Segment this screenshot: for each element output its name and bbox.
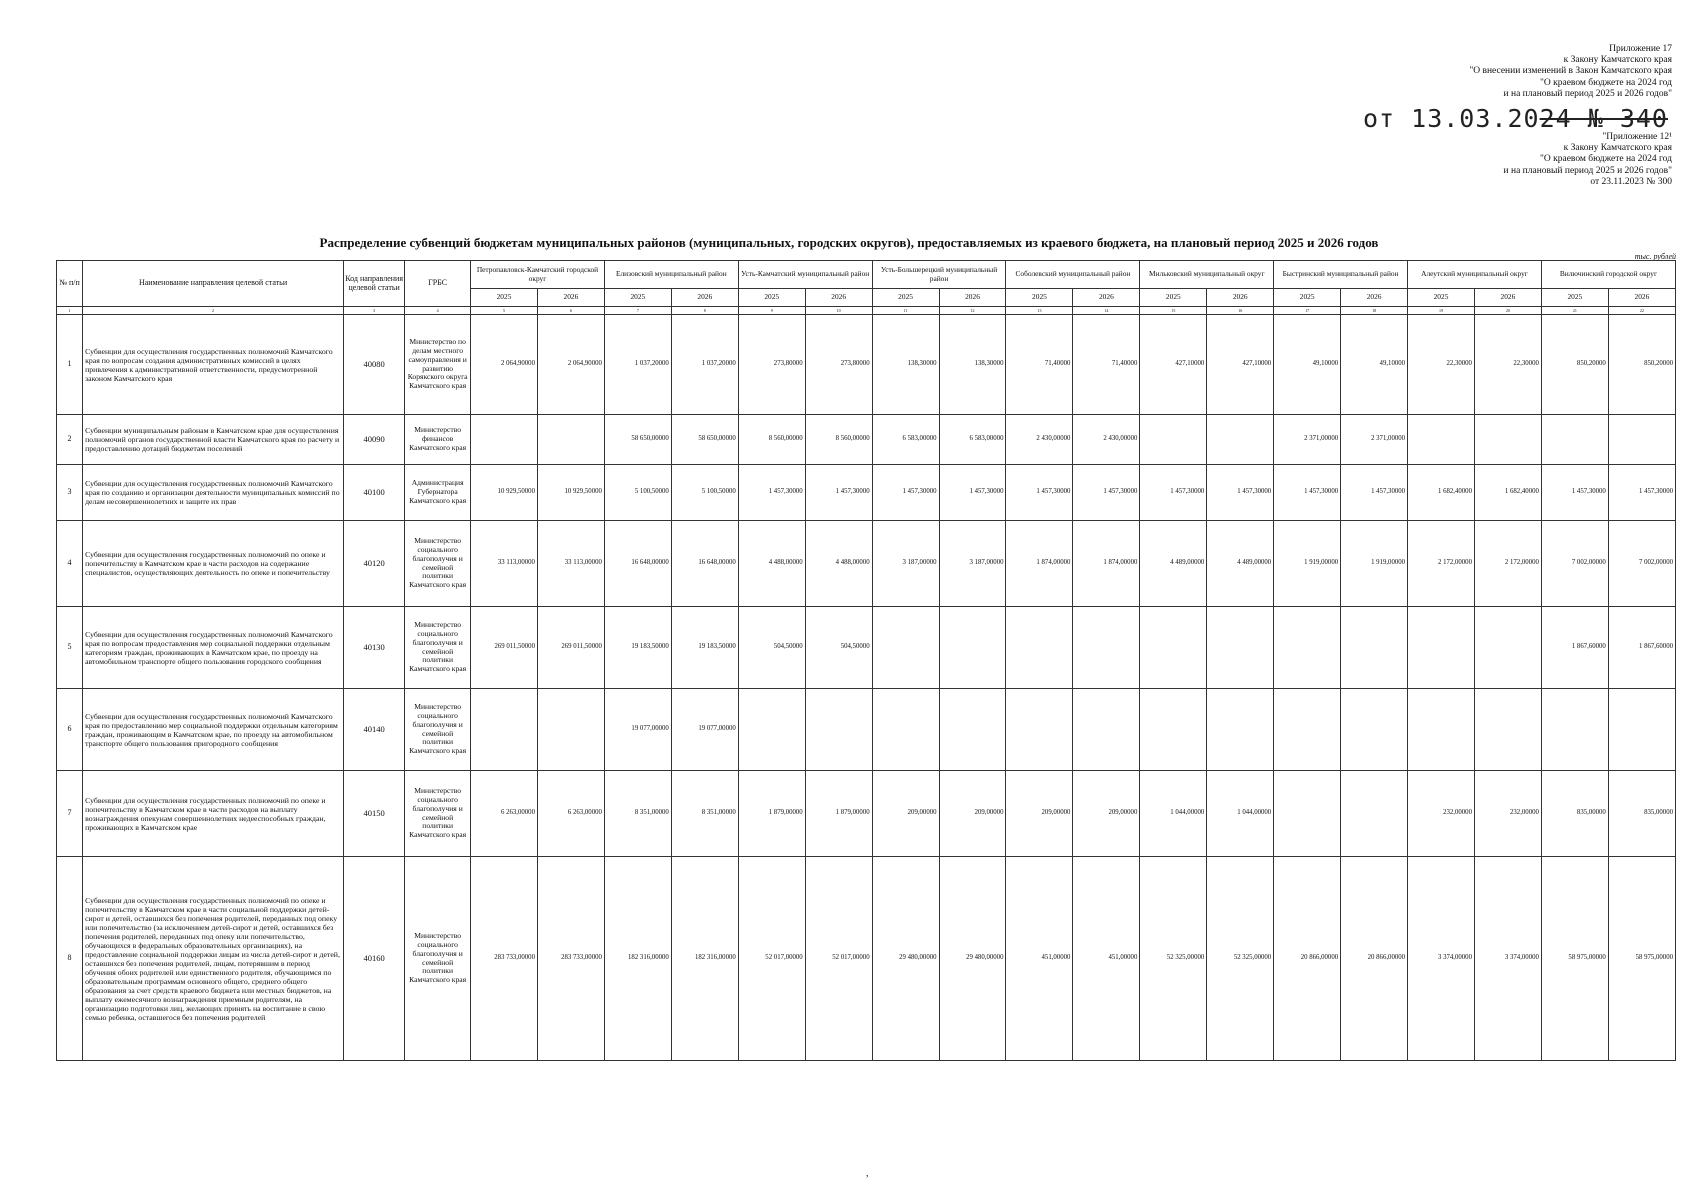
value-cell: 52 325,00000 — [1140, 857, 1207, 1061]
value-cell — [1408, 689, 1475, 771]
table-row — [57, 607, 1676, 689]
region-header: Елизовский муниципальный район — [604, 261, 738, 289]
value-cell: 29 480,00000 — [939, 857, 1006, 1061]
year-header: 2025 — [1140, 289, 1207, 307]
header-row-index — [57, 307, 1676, 315]
value-cell — [537, 689, 604, 771]
value-cell: 1 037,20000 — [671, 315, 738, 415]
row-grbs: Министерство по делам местного самоуправления и развитию Корякского округа Камчатского края — [405, 315, 471, 415]
region-header: Соболевский муниципальный район — [1006, 261, 1140, 289]
year-header: 2025 — [872, 289, 939, 307]
value-cell: 209,00000 — [1006, 771, 1073, 857]
value-cell: 1 867,60000 — [1608, 607, 1675, 689]
value-cell: 19 183,50000 — [671, 607, 738, 689]
stamp-struck: 24 № 340 — [1539, 104, 1668, 133]
value-cell — [939, 607, 1006, 689]
value-cell: 504,50000 — [738, 607, 805, 689]
row-number: 6 — [57, 689, 83, 771]
value-cell: 835,00000 — [1541, 771, 1608, 857]
value-cell: 71,40000 — [1073, 315, 1140, 415]
header-line: и на плановый период 2025 и 2026 годов" — [1503, 165, 1672, 176]
value-cell: 20 866,00000 — [1274, 857, 1341, 1061]
value-cell: 283 733,00000 — [471, 857, 538, 1061]
year-header: 2026 — [671, 289, 738, 307]
value-cell: 2 064,90000 — [537, 315, 604, 415]
value-cell — [1341, 689, 1408, 771]
value-cell: 427,10000 — [1207, 315, 1274, 415]
column-index: 17 — [1274, 307, 1341, 315]
row-number: 1 — [57, 315, 83, 415]
value-cell: 1 457,30000 — [1073, 465, 1140, 521]
value-cell — [872, 689, 939, 771]
value-cell: 4 488,00000 — [738, 521, 805, 607]
header-line: Приложение 17 — [1609, 44, 1672, 54]
value-cell — [1608, 689, 1675, 771]
value-cell: 4 489,00000 — [1207, 521, 1274, 607]
year-header: 2026 — [805, 289, 872, 307]
column-index: 10 — [805, 307, 872, 315]
table-row — [57, 857, 1676, 1061]
region-header: Алеутский муниципальный округ — [1408, 261, 1542, 289]
value-cell: 1 044,00000 — [1140, 771, 1207, 857]
year-header: 2026 — [1474, 289, 1541, 307]
value-cell: 182 316,00000 — [671, 857, 738, 1061]
value-cell: 71,40000 — [1006, 315, 1073, 415]
value-cell: 58 975,00000 — [1541, 857, 1608, 1061]
value-cell: 5 100,50000 — [604, 465, 671, 521]
value-cell — [805, 689, 872, 771]
value-cell — [1608, 415, 1675, 465]
value-cell: 58 975,00000 — [1608, 857, 1675, 1061]
value-cell — [1274, 607, 1341, 689]
column-index: 2 — [83, 307, 344, 315]
value-cell: 58 650,00000 — [604, 415, 671, 465]
value-cell: 269 011,50000 — [471, 607, 538, 689]
column-index: 4 — [405, 307, 471, 315]
page-mark: , — [866, 1168, 869, 1179]
value-cell: 10 929,50000 — [537, 465, 604, 521]
value-cell — [1408, 607, 1475, 689]
column-index: 12 — [939, 307, 1006, 315]
value-cell: 1 874,00000 — [1073, 521, 1140, 607]
column-index: 11 — [872, 307, 939, 315]
appendix-header-top — [1469, 44, 1672, 100]
value-cell: 1 037,20000 — [604, 315, 671, 415]
value-cell — [1474, 689, 1541, 771]
value-cell: 1 044,00000 — [1207, 771, 1274, 857]
value-cell: 3 187,00000 — [939, 521, 1006, 607]
value-cell: 1 682,40000 — [1474, 465, 1541, 521]
row-code: 40120 — [344, 521, 405, 607]
value-cell: 16 648,00000 — [604, 521, 671, 607]
value-cell: 1 457,30000 — [1006, 465, 1073, 521]
row-name: Субвенции муниципальным районам в Камчатском крае для осуществления полномочий органов государственной власти Камчатского края по расчету и предоставлению дотаций бюджетам поселений — [83, 415, 344, 465]
value-cell: 6 583,00000 — [939, 415, 1006, 465]
value-cell: 1 457,30000 — [1140, 465, 1207, 521]
year-header: 2026 — [1341, 289, 1408, 307]
value-cell: 7 002,00000 — [1608, 521, 1675, 607]
value-cell — [1207, 415, 1274, 465]
value-cell: 8 351,00000 — [604, 771, 671, 857]
value-cell: 1 457,30000 — [805, 465, 872, 521]
region-header: Петропавловск-Камчатский городской округ — [471, 261, 605, 289]
row-name: Субвенции для осуществления государственных полномочий Камчатского края по вопросам предоставления мер социальной поддержки отдельным категориям граждан, проживающих в Камчатском крае, по проезду на автомобильном транспорте общего пользования городского сообщения — [83, 607, 344, 689]
year-header: 2025 — [1408, 289, 1475, 307]
value-cell: 283 733,00000 — [537, 857, 604, 1061]
value-cell: 2 430,00000 — [1006, 415, 1073, 465]
value-cell — [471, 415, 538, 465]
value-cell: 52 325,00000 — [1207, 857, 1274, 1061]
row-code: 40090 — [344, 415, 405, 465]
value-cell: 1 867,60000 — [1541, 607, 1608, 689]
row-number: 3 — [57, 465, 83, 521]
year-header: 2025 — [1274, 289, 1341, 307]
value-cell: 20 866,00000 — [1341, 857, 1408, 1061]
row-name: Субвенции для осуществления государственных полномочий по опеке и попечительству в Камчатском крае в части расходов на выплату вознаграждения опекунам совершеннолетних недееспособных граждан, проживающих в Камчатском крае — [83, 771, 344, 857]
value-cell — [1073, 689, 1140, 771]
row-number: 5 — [57, 607, 83, 689]
col-name-header: Наименование направления целевой статьи — [83, 261, 344, 307]
column-index: 13 — [1006, 307, 1073, 315]
value-cell: 2 172,00000 — [1474, 521, 1541, 607]
appendix-header-bottom — [1504, 132, 1672, 188]
value-cell: 3 374,00000 — [1408, 857, 1475, 1061]
value-cell: 209,00000 — [939, 771, 1006, 857]
region-header: Быстринский муниципальный район — [1274, 261, 1408, 289]
page-title: Распределение субвенций бюджетам муниципальных районов (муниципальных, городских округов), предоставляемых из краевого бюджета, на плановый период 2025 и 2026 годов — [319, 235, 1379, 250]
value-cell: 427,10000 — [1140, 315, 1207, 415]
value-cell: 49,10000 — [1274, 315, 1341, 415]
header-line: от 23.11.2023 № 300 — [1590, 176, 1672, 187]
value-cell: 52 017,00000 — [805, 857, 872, 1061]
column-index: 14 — [1073, 307, 1140, 315]
value-cell: 1 457,30000 — [1274, 465, 1341, 521]
value-cell — [1474, 607, 1541, 689]
row-name: Субвенции для осуществления государственных полномочий по опеке и попечительству в Камчатском крае в части социальной поддержки детей-сирот и детей, оставшихся без попечения родителей, переданных под опеку или попечительство (за исключением детей-сирот и детей, оставшихся без попечения родителей, переданных под опеку или попечительство, обучающихся в федеральных образовательных организациях), на предоставление социальной поддержки лицам из числа детей-сирот и детей, оставшихся без попечения родителей, лицам, потерявшим в период обучения обоих родителей или единственного родителя, обучающимся по образовательным программам основного общего, среднего общего образования за счет средств краевого бюджета или местных бюджетов, на выплату ежемесячного вознаграждения приемным родителям, на организацию подготовки лиц, желающих принять на воспитание в свою семью ребенка, оставшегося без попечения родителей — [83, 857, 344, 1061]
column-index: 6 — [537, 307, 604, 315]
value-cell: 232,00000 — [1474, 771, 1541, 857]
value-cell: 8 560,00000 — [805, 415, 872, 465]
value-cell — [1140, 689, 1207, 771]
value-cell — [1274, 771, 1341, 857]
row-number: 7 — [57, 771, 83, 857]
value-cell — [1140, 415, 1207, 465]
column-index: 15 — [1140, 307, 1207, 315]
header-line: "Приложение 12¹ — [1602, 132, 1672, 142]
value-cell — [872, 607, 939, 689]
value-cell: 1 457,30000 — [872, 465, 939, 521]
value-cell: 16 648,00000 — [671, 521, 738, 607]
value-cell: 209,00000 — [1073, 771, 1140, 857]
subvention-table — [56, 260, 1676, 1061]
value-cell: 835,00000 — [1608, 771, 1675, 857]
value-cell — [1006, 689, 1073, 771]
column-index: 16 — [1207, 307, 1274, 315]
value-cell: 3 187,00000 — [872, 521, 939, 607]
value-cell: 209,00000 — [872, 771, 939, 857]
column-index: 3 — [344, 307, 405, 315]
value-cell: 29 480,00000 — [872, 857, 939, 1061]
value-cell: 2 371,00000 — [1274, 415, 1341, 465]
header-line: и на плановый период 2025 и 2026 годов" — [1503, 88, 1672, 99]
value-cell: 10 929,50000 — [471, 465, 538, 521]
value-cell: 4 488,00000 — [805, 521, 872, 607]
column-index: 21 — [1541, 307, 1608, 315]
value-cell: 19 077,00000 — [671, 689, 738, 771]
table-row — [57, 465, 1676, 521]
value-cell — [1341, 607, 1408, 689]
year-header: 2025 — [1006, 289, 1073, 307]
header-line: к Закону Камчатского края — [1563, 143, 1672, 154]
value-cell: 1 874,00000 — [1006, 521, 1073, 607]
col-no-header: № п/п — [57, 261, 83, 307]
value-cell: 52 017,00000 — [738, 857, 805, 1061]
row-grbs: Министерство социального благополучия и семейной политики Камчатского края — [405, 607, 471, 689]
column-index: 20 — [1474, 307, 1541, 315]
row-code: 40140 — [344, 689, 405, 771]
table-row — [57, 771, 1676, 857]
value-cell: 1 457,30000 — [1608, 465, 1675, 521]
value-cell: 1 879,00000 — [805, 771, 872, 857]
value-cell: 273,80000 — [738, 315, 805, 415]
col-grbs-header: ГРБС — [405, 261, 471, 307]
value-cell — [1207, 689, 1274, 771]
value-cell: 273,80000 — [805, 315, 872, 415]
value-cell: 8 560,00000 — [738, 415, 805, 465]
row-code: 40160 — [344, 857, 405, 1061]
value-cell: 850,20000 — [1541, 315, 1608, 415]
header-row-regions — [57, 261, 1676, 289]
column-index: 5 — [471, 307, 538, 315]
value-cell: 49,10000 — [1341, 315, 1408, 415]
value-cell: 138,30000 — [872, 315, 939, 415]
value-cell — [1474, 415, 1541, 465]
value-cell: 1 457,30000 — [939, 465, 1006, 521]
column-index: 19 — [1408, 307, 1475, 315]
row-number: 8 — [57, 857, 83, 1061]
value-cell: 6 263,00000 — [471, 771, 538, 857]
row-grbs: Министерство финансов Камчатского края — [405, 415, 471, 465]
value-cell: 1 919,00000 — [1341, 521, 1408, 607]
row-code: 40150 — [344, 771, 405, 857]
value-cell: 8 351,00000 — [671, 771, 738, 857]
value-cell: 451,00000 — [1073, 857, 1140, 1061]
value-cell: 1 457,30000 — [1341, 465, 1408, 521]
value-cell: 6 583,00000 — [872, 415, 939, 465]
stamp-prefix: от 13.03.20 — [1363, 104, 1540, 133]
table-row — [57, 415, 1676, 465]
year-header: 2026 — [939, 289, 1006, 307]
column-index: 1 — [57, 307, 83, 315]
header-line: "О внесении изменений в Закон Камчатского края — [1469, 66, 1672, 77]
value-cell: 504,50000 — [805, 607, 872, 689]
year-header: 2026 — [1207, 289, 1274, 307]
value-cell: 33 113,00000 — [471, 521, 538, 607]
value-cell: 5 100,50000 — [671, 465, 738, 521]
value-cell: 58 650,00000 — [671, 415, 738, 465]
region-header: Вилючинский городской округ — [1541, 261, 1675, 289]
table-row — [57, 689, 1676, 771]
row-number: 2 — [57, 415, 83, 465]
column-index: 18 — [1341, 307, 1408, 315]
row-grbs: Министерство социального благополучия и семейной политики Камчатского края — [405, 521, 471, 607]
value-cell — [1073, 607, 1140, 689]
value-cell — [738, 689, 805, 771]
value-cell: 1 682,40000 — [1408, 465, 1475, 521]
value-cell: 1 457,30000 — [1541, 465, 1608, 521]
row-code: 40100 — [344, 465, 405, 521]
value-cell: 2 172,00000 — [1408, 521, 1475, 607]
row-grbs: Министерство социального благополучия и семейной политики Камчатского края — [405, 771, 471, 857]
year-header: 2026 — [537, 289, 604, 307]
year-header: 2025 — [1541, 289, 1608, 307]
year-header: 2025 — [738, 289, 805, 307]
table-row — [57, 315, 1676, 415]
value-cell: 2 430,00000 — [1073, 415, 1140, 465]
value-cell — [537, 415, 604, 465]
value-cell: 138,30000 — [939, 315, 1006, 415]
value-cell: 2 064,90000 — [471, 315, 538, 415]
table-row — [57, 521, 1676, 607]
value-cell — [1408, 415, 1475, 465]
value-cell: 1 457,30000 — [1207, 465, 1274, 521]
column-index: 8 — [671, 307, 738, 315]
document-date-stamp — [1363, 104, 1668, 133]
row-grbs: Министерство социального благополучия и семейной политики Камчатского края — [405, 689, 471, 771]
header-line: к Закону Камчатского края — [1563, 55, 1672, 66]
row-number: 4 — [57, 521, 83, 607]
row-name: Субвенции для осуществления государственных полномочий по опеке и попечительству в Камчатском крае в части расходов на содержание специалистов, осуществляющих деятельность по опеке и попечительству — [83, 521, 344, 607]
value-cell: 451,00000 — [1006, 857, 1073, 1061]
value-cell: 4 489,00000 — [1140, 521, 1207, 607]
row-code: 40130 — [344, 607, 405, 689]
value-cell: 22,30000 — [1474, 315, 1541, 415]
unit-label: тыс. рублей — [1634, 252, 1676, 261]
value-cell — [939, 689, 1006, 771]
row-grbs: Министерство социального благополучия и семейной политики Камчатского края — [405, 857, 471, 1061]
region-header: Мильковский муниципальный округ — [1140, 261, 1274, 289]
year-header: 2025 — [604, 289, 671, 307]
value-cell: 850,20000 — [1608, 315, 1675, 415]
value-cell — [1541, 689, 1608, 771]
table-body — [57, 315, 1676, 1061]
region-header: Усть-Камчатский муниципальный район — [738, 261, 872, 289]
value-cell: 22,30000 — [1408, 315, 1475, 415]
year-header: 2026 — [1608, 289, 1675, 307]
value-cell: 19 077,00000 — [604, 689, 671, 771]
header-line: "О краевом бюджете на 2024 год — [1540, 77, 1672, 88]
value-cell: 1 879,00000 — [738, 771, 805, 857]
value-cell: 182 316,00000 — [604, 857, 671, 1061]
value-cell — [1341, 771, 1408, 857]
value-cell: 6 263,00000 — [537, 771, 604, 857]
value-cell: 2 371,00000 — [1341, 415, 1408, 465]
year-header: 2026 — [1073, 289, 1140, 307]
year-header: 2025 — [471, 289, 538, 307]
value-cell — [1207, 607, 1274, 689]
value-cell: 3 374,00000 — [1474, 857, 1541, 1061]
column-index: 22 — [1608, 307, 1675, 315]
row-grbs: Администрация Губернатора Камчатского края — [405, 465, 471, 521]
value-cell: 232,00000 — [1408, 771, 1475, 857]
col-code-header: Код направления целевой статьи — [344, 261, 405, 307]
value-cell: 1 919,00000 — [1274, 521, 1341, 607]
value-cell — [471, 689, 538, 771]
column-index: 7 — [604, 307, 671, 315]
value-cell: 1 457,30000 — [738, 465, 805, 521]
region-header: Усть-Большерецкий муниципальный район — [872, 261, 1006, 289]
row-name: Субвенции для осуществления государственных полномочий Камчатского края по вопросам создания административных комиссий в целях привлечения к административной ответственности, предусмотренной законом Камчатского края — [83, 315, 344, 415]
value-cell: 19 183,50000 — [604, 607, 671, 689]
row-code: 40080 — [344, 315, 405, 415]
value-cell — [1140, 607, 1207, 689]
value-cell — [1274, 689, 1341, 771]
column-index: 9 — [738, 307, 805, 315]
value-cell — [1541, 415, 1608, 465]
value-cell: 33 113,00000 — [537, 521, 604, 607]
value-cell: 269 011,50000 — [537, 607, 604, 689]
row-name: Субвенции для осуществления государственных полномочий Камчатского края по созданию и организации деятельности муниципальных комиссий по делам несовершеннолетних и защите их прав — [83, 465, 344, 521]
value-cell — [1006, 607, 1073, 689]
header-line: "О краевом бюджете на 2024 год — [1540, 154, 1672, 165]
row-name: Субвенции для осуществления государственных полномочий Камчатского края по предоставлению мер социальной поддержки отдельным категориям граждан, проживающим в Камчатском крае, по проезду на автомобильном транспорте общего пользования пригородного сообщения — [83, 689, 344, 771]
value-cell: 7 002,00000 — [1541, 521, 1608, 607]
